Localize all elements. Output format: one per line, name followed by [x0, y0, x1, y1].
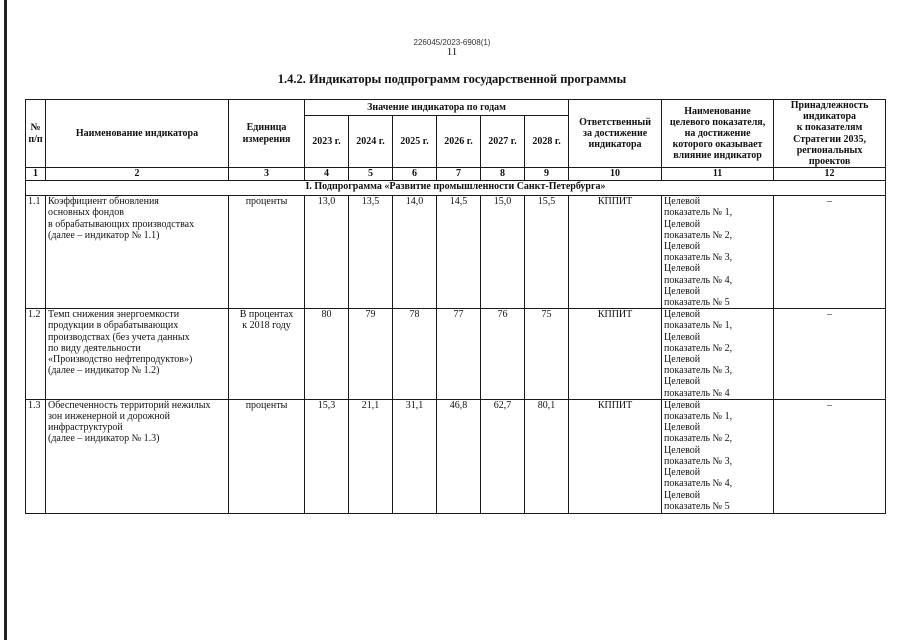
- column-number: 1: [26, 168, 46, 181]
- header-year: 2027 г.: [481, 115, 525, 168]
- indicator-name: Обеспеченность территорий нежилых зон инженерной и дорожной инфраструктурой (далее – индикатор № 1.3): [46, 399, 229, 513]
- column-number: 9: [525, 168, 569, 181]
- header-target: Наименование целевого показателя, на достижение которого оказывает влияние индикатор: [662, 100, 774, 168]
- value-cell: 79: [349, 309, 393, 400]
- scan-edge-line: [4, 0, 7, 640]
- indicator-unit: проценты: [229, 196, 305, 309]
- value-cell: 76: [481, 309, 525, 400]
- section-title: I. Подпрограмма «Развитие промышленности Санкт-Петербурга»: [26, 181, 886, 196]
- table-row: [26, 309, 886, 400]
- column-numbers-row: [26, 168, 886, 181]
- responsible-cell: КППИТ: [569, 399, 662, 513]
- value-cell: 62,7: [481, 399, 525, 513]
- header-year: 2023 г.: [305, 115, 349, 168]
- value-cell: 80: [305, 309, 349, 400]
- strategy-cell: –: [774, 399, 886, 513]
- column-number: 11: [662, 168, 774, 181]
- value-cell: 31,1: [393, 399, 437, 513]
- column-number: 6: [393, 168, 437, 181]
- header-year: 2026 г.: [437, 115, 481, 168]
- page-number: 11: [446, 46, 458, 58]
- header-year: 2024 г.: [349, 115, 393, 168]
- value-cell: 15,5: [525, 196, 569, 309]
- value-cell: 80,1: [525, 399, 569, 513]
- target-cell: Целевой показатель № 1, Целевой показатель № 2, Целевой показатель № 3, Целевой показатель № 4: [662, 309, 774, 400]
- indicators-table: [25, 99, 886, 514]
- indicator-name: Коэффициент обновления основных фондов в обрабатывающих производствах (далее – индикатор № 1.1): [46, 196, 229, 309]
- header-name: Наименование индикатора: [46, 100, 229, 168]
- responsible-cell: КППИТ: [569, 196, 662, 309]
- value-cell: 13,5: [349, 196, 393, 309]
- target-cell: Целевой показатель № 1, Целевой показатель № 2, Целевой показатель № 3, Целевой показатель № 4, Целевой показатель № 5: [662, 196, 774, 309]
- value-cell: 46,8: [437, 399, 481, 513]
- header-no: № п/п: [26, 100, 46, 168]
- value-cell: 15,0: [481, 196, 525, 309]
- target-cell: Целевой показатель № 1, Целевой показатель № 2, Целевой показатель № 3, Целевой показатель № 4, Целевой показатель № 5: [662, 399, 774, 513]
- column-number: 8: [481, 168, 525, 181]
- strategy-cell: –: [774, 196, 886, 309]
- header-year: 2028 г.: [525, 115, 569, 168]
- document-id: 226045/2023-6908(1): [413, 38, 491, 47]
- column-number: 7: [437, 168, 481, 181]
- strategy-cell: –: [774, 309, 886, 400]
- indicator-unit: проценты: [229, 399, 305, 513]
- header-responsible: Ответственный за достижение индикатора: [569, 100, 662, 168]
- column-number: 2: [46, 168, 229, 181]
- section-row: [26, 181, 886, 196]
- value-cell: 78: [393, 309, 437, 400]
- header-values-group: Значение индикатора по годам: [305, 100, 569, 116]
- header-unit: Единица измерения: [229, 100, 305, 168]
- value-cell: 21,1: [349, 399, 393, 513]
- value-cell: 75: [525, 309, 569, 400]
- responsible-cell: КППИТ: [569, 309, 662, 400]
- header-row-top: [26, 100, 886, 116]
- column-number: 5: [349, 168, 393, 181]
- value-cell: 15,3: [305, 399, 349, 513]
- value-cell: 14,0: [393, 196, 437, 309]
- column-number: 12: [774, 168, 886, 181]
- table-row: [26, 399, 886, 513]
- column-number: 3: [229, 168, 305, 181]
- indicator-unit: В процентах к 2018 году: [229, 309, 305, 400]
- indicator-name: Темп снижения энергоемкости продукции в обрабатывающих производствах (без учета данных по виду деятельности «Производство нефтепродуктов») (далее – индикатор № 1.2): [46, 309, 229, 400]
- row-number: 1.3: [26, 399, 46, 513]
- value-cell: 14,5: [437, 196, 481, 309]
- header-strategy: Принадлежность индикатора к показателям Стратегии 2035, региональных проектов: [774, 100, 886, 168]
- table-row: [26, 196, 886, 309]
- column-number: 4: [305, 168, 349, 181]
- page-title: 1.4.2. Индикаторы подпрограмм государственной программы: [277, 72, 627, 86]
- row-number: 1.1: [26, 196, 46, 309]
- value-cell: 13,0: [305, 196, 349, 309]
- column-number: 10: [569, 168, 662, 181]
- header-year: 2025 г.: [393, 115, 437, 168]
- row-number: 1.2: [26, 309, 46, 400]
- value-cell: 77: [437, 309, 481, 400]
